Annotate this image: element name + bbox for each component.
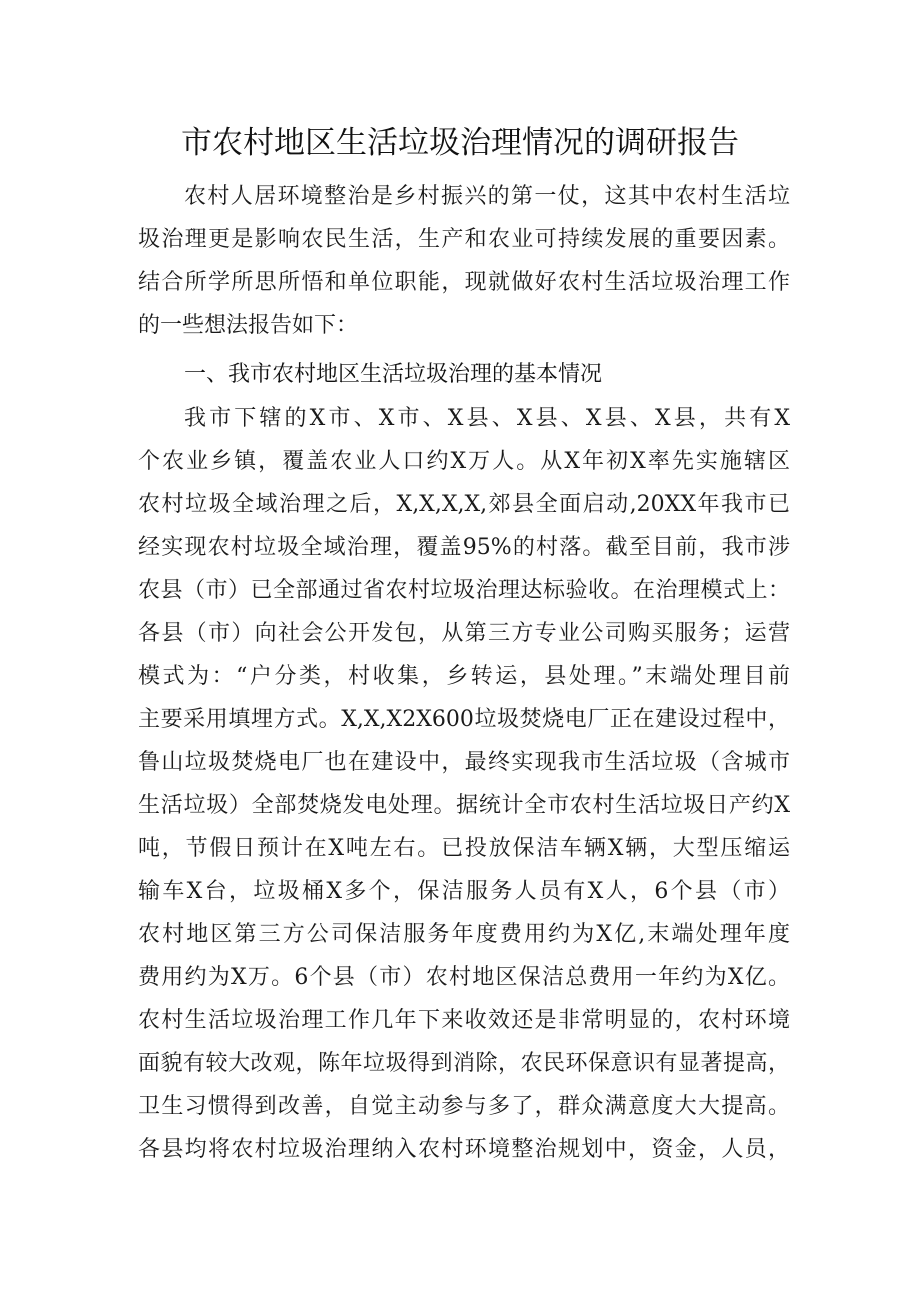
intro-line: 的一些想法报告如下： [138, 313, 359, 338]
body-line: 农村生活垃圾治理工作几年下来收效还是非常明显的，农村环境 [138, 1008, 790, 1033]
body-line: 个农业乡镇，覆盖农业人口约X万人。从X年初X率先实施辖区 [138, 449, 790, 474]
body-line: 主要采用填埋方式。X,X,X2X600垃圾焚烧电厂正在建设过程中， [138, 707, 790, 732]
body-line: 各县均将农村垃圾治理纳入农村环境整治规划中，资金，人员， [138, 1137, 790, 1162]
body-line: 农村垃圾全域治理之后，X,X,X,X,郊县全面启动,20XX年我市已 [138, 492, 790, 517]
body-line: 吨，节假日预计在X吨左右。已投放保洁车辆X辆，大型压缩运 [138, 836, 790, 861]
body-line: 各县（市）向社会公开发包，从第三方专业公司购买服务；运营 [138, 621, 790, 646]
body-line: 鲁山垃圾焚烧电厂也在建设中，最终实现我市生活垃圾（含城市 [138, 750, 790, 775]
intro-line: 农村人居环境整治是乡村振兴的第一仗，这其中农村生活垃 [184, 184, 790, 209]
body-line: 费用约为X万。6个县（市）农村地区保洁总费用一年约为X亿。 [138, 965, 790, 990]
section-heading: 一、我市农村地区生活垃圾治理的基本情况 [184, 362, 603, 387]
document-title: 市农村地区生活垃圾治理情况的调研报告 [181, 125, 739, 161]
intro-line: 结合所学所思所悟和单位职能，现就做好农村生活垃圾治理工作 [138, 270, 790, 295]
intro-line: 圾治理更是影响农民生活，生产和农业可持续发展的重要因素。 [138, 227, 790, 252]
body-line: 农村地区第三方公司保洁服务年度费用约为X亿,末端处理年度 [138, 922, 790, 947]
body-line: 卫生习惯得到改善，自觉主动参与多了，群众满意度大大提高。 [138, 1094, 790, 1119]
body-line: 经实现农村垃圾全域治理，覆盖95%的村落。截至目前，我市涉 [138, 535, 790, 560]
body-line: 面貌有较大改观，陈年垃圾得到消除，农民环保意识有显著提高， [138, 1051, 790, 1076]
body-line: 输车X台，垃圾桶X多个，保洁服务人员有X人，6个县（市） [138, 879, 790, 904]
body-line: 生活垃圾）全部焚烧发电处理。据统计全市农村生活垃圾日产约X [138, 793, 790, 818]
body-line: 模式为：“户分类，村收集，乡转运，县处理。”末端处理目前 [138, 664, 790, 689]
body-line: 农县（市）已全部通过省农村垃圾治理达标验收。在治理模式上： [138, 578, 790, 603]
body-line: 我市下辖的X市、X市、X县、X县、X县、X县，共有X [184, 406, 790, 431]
